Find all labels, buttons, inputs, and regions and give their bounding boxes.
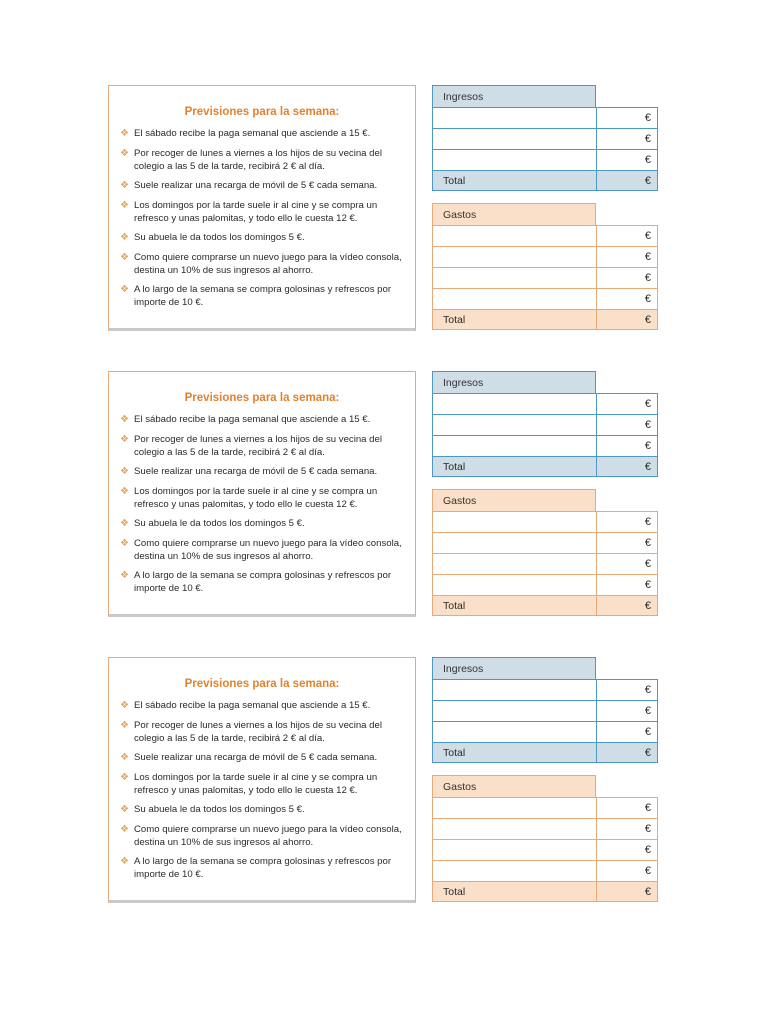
gastos-row — [432, 246, 658, 267]
ingresos-total-label: Total — [432, 170, 596, 191]
list-item: ❖ El sábado recibe la paga semanal que asciende a 15 €. — [120, 128, 371, 139]
previsiones-list — [119, 127, 411, 316]
ingresos-row — [432, 149, 658, 170]
diamond-bullet-icon: ❖ — [120, 856, 129, 867]
ingresos-total-amount[interactable]: € — [596, 742, 658, 763]
ingresos-row — [432, 128, 658, 149]
gastos-row — [432, 574, 658, 595]
list-item: ❖ Su abuela le da todos los domingos 5 €. — [120, 518, 305, 529]
diamond-bullet-icon: ❖ — [120, 180, 129, 191]
gastos-header: Gastos — [432, 489, 596, 511]
ingresos-row — [432, 679, 658, 700]
ingresos-total-row — [432, 456, 658, 477]
diamond-bullet-icon: ❖ — [120, 771, 129, 783]
gastos-row — [432, 267, 658, 288]
previsiones-list — [119, 413, 411, 602]
ingresos-concept-cell[interactable] — [432, 393, 596, 414]
gastos-row — [432, 225, 658, 246]
gastos-concept-cell[interactable] — [432, 797, 596, 818]
diamond-bullet-icon: ❖ — [120, 466, 129, 477]
gastos-concept-cell[interactable] — [432, 839, 596, 860]
ingresos-amount-cell[interactable]: € — [596, 107, 658, 128]
gastos-total-label: Total — [432, 881, 596, 902]
gastos-total-row — [432, 881, 658, 902]
gastos-amount-cell[interactable]: € — [596, 246, 658, 267]
previsiones-box — [108, 85, 416, 331]
gastos-total-row — [432, 595, 658, 616]
diamond-bullet-icon: ❖ — [120, 284, 129, 295]
gastos-total-label: Total — [432, 309, 596, 330]
list-item: ❖ A lo largo de la semana se compra golosinas y refrescos por importe de 10 €. — [120, 856, 392, 880]
diamond-bullet-icon: ❖ — [120, 700, 129, 711]
gastos-amount-cell[interactable]: € — [596, 532, 658, 553]
gastos-concept-cell[interactable] — [432, 532, 596, 553]
diamond-bullet-icon: ❖ — [120, 128, 129, 139]
budget-tables — [432, 657, 658, 902]
gastos-amount-cell[interactable]: € — [596, 797, 658, 818]
gastos-row — [432, 511, 658, 532]
list-item: ❖ Suele realizar una recarga de móvil de 5 € cada semana. — [120, 466, 378, 477]
diamond-bullet-icon: ❖ — [120, 752, 129, 763]
ingresos-row — [432, 700, 658, 721]
gastos-table — [432, 489, 658, 616]
list-item: ❖ Como quiere comprarse un nuevo juego para la vídeo consola, destina un 10% de sus ingresos al ahorro. — [120, 251, 402, 276]
gastos-concept-cell[interactable] — [432, 225, 596, 246]
diamond-bullet-icon: ❖ — [120, 804, 129, 815]
ingresos-total-row — [432, 170, 658, 191]
previsiones-box — [108, 371, 416, 617]
diamond-bullet-icon: ❖ — [120, 518, 129, 529]
list-item: ❖ Los domingos por la tarde suele ir al cine y se compra un refresco y unas palomitas, y todo ello le cuesta 12 €. — [120, 199, 378, 224]
ingresos-header: Ingresos — [432, 371, 596, 393]
ingresos-total-amount[interactable]: € — [596, 456, 658, 477]
diamond-bullet-icon: ❖ — [120, 433, 129, 445]
ingresos-total-label: Total — [432, 456, 596, 477]
ingresos-row — [432, 435, 658, 456]
gastos-total-row — [432, 309, 658, 330]
gastos-concept-cell[interactable] — [432, 860, 596, 881]
ingresos-concept-cell[interactable] — [432, 679, 596, 700]
ingresos-concept-cell[interactable] — [432, 128, 596, 149]
ingresos-total-amount[interactable]: € — [596, 170, 658, 191]
gastos-concept-cell[interactable] — [432, 818, 596, 839]
gastos-row — [432, 818, 658, 839]
ingresos-row — [432, 721, 658, 742]
gastos-header: Gastos — [432, 203, 596, 225]
ingresos-amount-cell[interactable]: € — [596, 435, 658, 456]
ingresos-amount-cell[interactable]: € — [596, 128, 658, 149]
gastos-header: Gastos — [432, 775, 596, 797]
gastos-table — [432, 203, 658, 330]
previsiones-title: Previsiones para la semana: — [184, 106, 340, 118]
list-item: ❖ Como quiere comprarse un nuevo juego para la vídeo consola, destina un 10% de sus ingresos al ahorro. — [120, 537, 402, 562]
ingresos-header: Ingresos — [432, 657, 596, 679]
diamond-bullet-icon: ❖ — [120, 485, 129, 497]
ingresos-concept-cell[interactable] — [432, 107, 596, 128]
gastos-row — [432, 839, 658, 860]
previsiones-box — [108, 657, 416, 903]
ingresos-concept-cell[interactable] — [432, 721, 596, 742]
list-item: ❖ Su abuela le da todos los domingos 5 €. — [120, 804, 305, 815]
ingresos-total-row — [432, 742, 658, 763]
diamond-bullet-icon: ❖ — [120, 414, 129, 425]
diamond-bullet-icon: ❖ — [120, 719, 129, 731]
diamond-bullet-icon: ❖ — [120, 570, 129, 581]
gastos-amount-cell[interactable]: € — [596, 860, 658, 881]
worksheet-card — [108, 657, 660, 905]
list-item: ❖ A lo largo de la semana se compra golosinas y refrescos por importe de 10 €. — [120, 284, 392, 308]
ingresos-row — [432, 414, 658, 435]
ingresos-concept-cell[interactable] — [432, 414, 596, 435]
list-item: ❖ Suele realizar una recarga de móvil de 5 € cada semana. — [120, 180, 378, 191]
list-item: ❖ Suele realizar una recarga de móvil de 5 € cada semana. — [120, 752, 378, 763]
diamond-bullet-icon: ❖ — [120, 232, 129, 243]
gastos-concept-cell[interactable] — [432, 574, 596, 595]
gastos-total-amount[interactable]: € — [596, 595, 658, 616]
gastos-amount-cell[interactable]: € — [596, 288, 658, 309]
gastos-amount-cell[interactable]: € — [596, 267, 658, 288]
list-item: ❖ A lo largo de la semana se compra golosinas y refrescos por importe de 10 €. — [120, 570, 392, 594]
ingresos-concept-cell[interactable] — [432, 700, 596, 721]
gastos-table — [432, 775, 658, 902]
ingresos-row — [432, 107, 658, 128]
ingresos-header: Ingresos — [432, 85, 596, 107]
ingresos-table — [432, 657, 658, 763]
ingresos-amount-cell[interactable]: € — [596, 679, 658, 700]
diamond-bullet-icon: ❖ — [120, 823, 129, 835]
gastos-total-label: Total — [432, 595, 596, 616]
ingresos-row — [432, 393, 658, 414]
worksheet-card — [108, 85, 660, 333]
ingresos-concept-cell[interactable] — [432, 149, 596, 170]
list-item: ❖ Por recoger de lunes a viernes a los hijos de su vecina del colegio a las 5 de la tarde, recibirá 2 € al día. — [120, 433, 382, 458]
gastos-concept-cell[interactable] — [432, 553, 596, 574]
list-item: ❖ Como quiere comprarse un nuevo juego para la vídeo consola, destina un 10% de sus ingresos al ahorro. — [120, 823, 402, 848]
gastos-row — [432, 797, 658, 818]
gastos-amount-cell[interactable]: € — [596, 553, 658, 574]
budget-tables — [432, 85, 658, 330]
gastos-concept-cell[interactable] — [432, 246, 596, 267]
worksheet-card — [108, 371, 660, 619]
gastos-concept-cell[interactable] — [432, 267, 596, 288]
ingresos-concept-cell[interactable] — [432, 435, 596, 456]
gastos-row — [432, 553, 658, 574]
previsiones-title: Previsiones para la semana: — [184, 392, 340, 404]
previsiones-list — [119, 699, 411, 888]
diamond-bullet-icon: ❖ — [120, 537, 129, 549]
ingresos-amount-cell[interactable]: € — [596, 393, 658, 414]
diamond-bullet-icon: ❖ — [120, 199, 129, 211]
list-item: ❖ Su abuela le da todos los domingos 5 €. — [120, 232, 305, 243]
gastos-concept-cell[interactable] — [432, 511, 596, 532]
gastos-amount-cell[interactable]: € — [596, 839, 658, 860]
list-item: ❖ El sábado recibe la paga semanal que asciende a 15 €. — [120, 700, 371, 711]
ingresos-amount-cell[interactable]: € — [596, 700, 658, 721]
gastos-amount-cell[interactable]: € — [596, 574, 658, 595]
gastos-total-amount[interactable]: € — [596, 309, 658, 330]
list-item: ❖ Por recoger de lunes a viernes a los hijos de su vecina del colegio a las 5 de la tarde, recibirá 2 € al día. — [120, 719, 382, 744]
gastos-concept-cell[interactable] — [432, 288, 596, 309]
gastos-amount-cell[interactable]: € — [596, 225, 658, 246]
list-item: ❖ Por recoger de lunes a viernes a los hijos de su vecina del colegio a las 5 de la tarde, recibirá 2 € al día. — [120, 147, 382, 172]
ingresos-amount-cell[interactable]: € — [596, 414, 658, 435]
diamond-bullet-icon: ❖ — [120, 147, 129, 159]
list-item: ❖ Los domingos por la tarde suele ir al cine y se compra un refresco y unas palomitas, y todo ello le cuesta 12 €. — [120, 771, 378, 796]
gastos-row — [432, 860, 658, 881]
list-item: ❖ Los domingos por la tarde suele ir al cine y se compra un refresco y unas palomitas, y todo ello le cuesta 12 €. — [120, 485, 378, 510]
gastos-amount-cell[interactable]: € — [596, 818, 658, 839]
gastos-row — [432, 532, 658, 553]
gastos-amount-cell[interactable]: € — [596, 511, 658, 532]
budget-tables — [432, 371, 658, 616]
ingresos-amount-cell[interactable]: € — [596, 149, 658, 170]
ingresos-table — [432, 85, 658, 191]
list-item: ❖ El sábado recibe la paga semanal que asciende a 15 €. — [120, 414, 371, 425]
gastos-row — [432, 288, 658, 309]
previsiones-title: Previsiones para la semana: — [184, 678, 340, 690]
diamond-bullet-icon: ❖ — [120, 251, 129, 263]
ingresos-total-label: Total — [432, 742, 596, 763]
ingresos-table — [432, 371, 658, 477]
ingresos-amount-cell[interactable]: € — [596, 721, 658, 742]
gastos-total-amount[interactable]: € — [596, 881, 658, 902]
